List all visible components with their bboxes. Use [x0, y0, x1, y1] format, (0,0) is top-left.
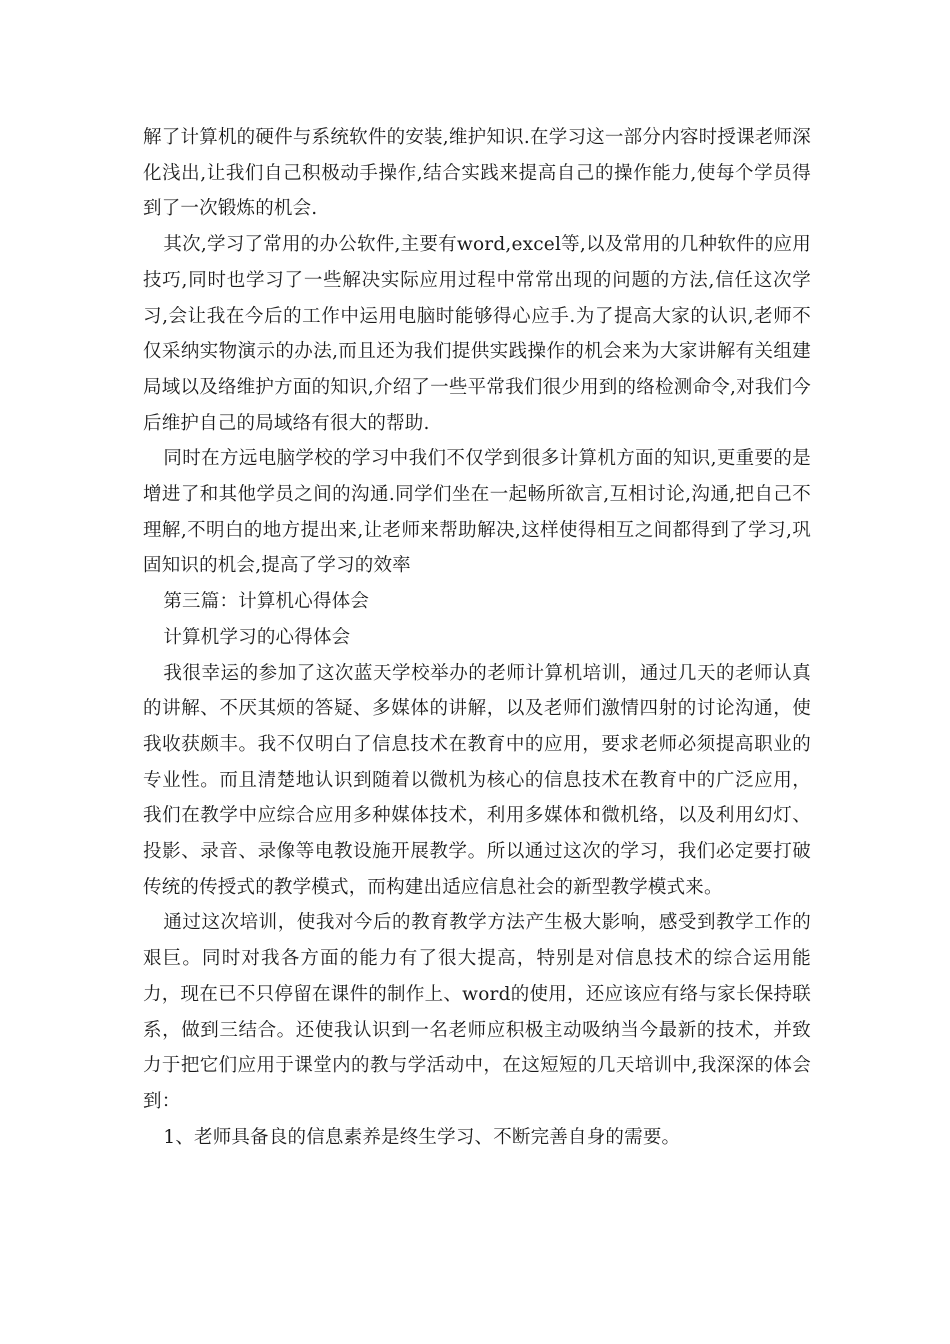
paragraph: 解了计算机的硬件与系统软件的安装,维护知识.在学习这一部分内容时授课老师深化浅出,让我们自己积极动手操作,结合实践来提高自己的操作能力,使每个学员得到了一次锻炼的机会.	[143, 127, 811, 220]
paragraph: 同时在方远电脑学校的学习中我们不仅学到很多计算机方面的知识,更重要的是增进了和其他学员之间的沟通.同学们坐在一起畅所欲言,互相讨论,沟通,把自己不理解,不明白的地方提出来,让老师来帮助解决,这样使得相互之间都得到了学习,巩固知识的机会,提高了学习的效率	[143, 448, 811, 577]
body-text	[143, 120, 811, 1155]
section-heading: 第三篇：计算机心得体会	[163, 591, 370, 613]
paragraph: 通过这次培训，使我对今后的教育教学方法产生极大影响，感受到教学工作的艰巨。同时对我各方面的能力有了很大提高，特别是对信息技术的综合运用能力，现在已不只停留在课件的制作上、word的使用，还应该应有络与家长保持联系，做到三结合。还使我认识到一名老师应积极主动吸纳当今最新的技术，并致力于把它们应用于课堂内的教与学活动中，在这短短的几天培训中,我深深的体会到：	[143, 912, 811, 1112]
paragraph: 我很幸运的参加了这次蓝天学校举办的老师计算机培训，通过几天的老师认真的讲解、不厌其烦的答疑、多媒体的讲解，以及老师们激情四射的讨论沟通，使我收获颇丰。我不仅明白了信息技术在教育中的应用，要求老师必须提高职业的专业性。而且清楚地认识到随着以微机为核心的信息技术在教育中的广泛应用，我们在教学中应综合应用多种媒体技术，利用多媒体和微机络，以及利用幻灯、投影、录音、录像等电教设施开展教学。所以通过这次的学习，我们必定要打破传统的传授式的教学模式，而构建出适应信息社会的新型教学模式来。	[143, 662, 811, 898]
list-item: 1、老师具备良的信息素养是终生学习、不断完善自身的需要。	[163, 1126, 681, 1148]
article-title: 计算机学习的心得体会	[163, 626, 351, 648]
paragraph: 其次,学习了常用的办公软件,主要有word,excel等,以及常用的几种软件的应用技巧,同时也学习了一些解决实际应用过程中常常出现的问题的方法,信任这次学习,会让我在今后的工作中运用电脑时能够得心应手.为了提高大家的认识,老师不仅采纳实物演示的办法,而且还为我们提供实践操作的机会来为大家讲解有关组建局域以及络维护方面的知识,介绍了一些平常我们很少用到的络检测命令,对我们今后维护自己的局域络有很大的帮助.	[143, 234, 811, 434]
